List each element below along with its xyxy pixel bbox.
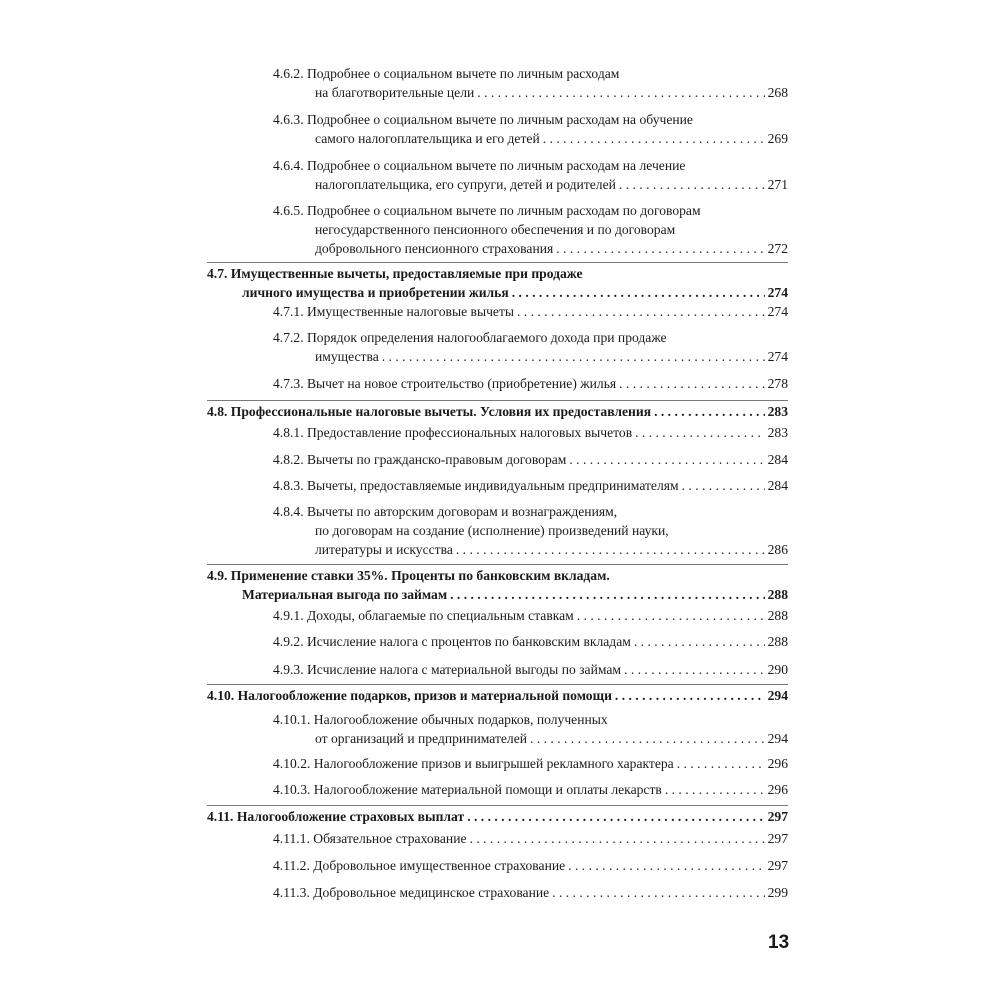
section-divider: [207, 805, 788, 806]
dot-leader: [635, 423, 765, 442]
toc-entry-title: 4.8.3. Вычеты, предоставляемые индивидуальным предпринимателям: [273, 478, 679, 493]
page-number: 13: [768, 932, 790, 953]
dot-leader: [512, 283, 765, 302]
toc-entry-title: 4.6.5. Подробнее о социальном вычете по личным расходам по договорам: [273, 203, 701, 218]
toc-entry-title: 4.9.2. Исчисление налога с процентов по банковским вкладам: [273, 634, 631, 649]
toc-page-number: 288: [767, 634, 788, 649]
toc-entry-4-10-2[interactable]: [273, 754, 788, 773]
toc-section-title: 4.9. Применение ставки 35%. Проценты по банковским вкладам.: [207, 568, 610, 583]
dot-leader: [467, 807, 764, 826]
toc-entry-title: добровольного пенсионного страхования: [315, 241, 554, 256]
toc-entry-4-10-3[interactable]: [273, 780, 788, 799]
dot-leader: [682, 476, 765, 495]
toc-entry-title: 4.6.2. Подробнее о социальном вычете по личным расходам: [273, 66, 620, 81]
toc-page-number: 286: [767, 542, 788, 557]
toc-entry-4-6-5[interactable]: [273, 201, 788, 258]
toc-section-title: 4.7. Имущественные вычеты, предоставляемые при продаже: [207, 266, 583, 281]
section-divider: [207, 684, 788, 685]
toc-section-title: 4.8. Профессиональные налоговые вычеты. Условия их предоставления: [207, 404, 652, 419]
toc-section-4-8[interactable]: [207, 402, 788, 421]
toc-page-number: 268: [767, 85, 788, 100]
toc-entry-4-8-4[interactable]: [273, 502, 788, 559]
toc-page-number: 296: [767, 782, 788, 797]
dot-leader: [552, 883, 764, 902]
toc-entry-4-6-4[interactable]: [273, 156, 788, 194]
toc-page-number: 288: [767, 587, 788, 602]
toc-entry-title: 4.11.2. Добровольное имущественное страхование: [273, 858, 566, 873]
dot-leader: [665, 780, 765, 799]
dot-leader: [619, 374, 764, 393]
dot-leader: [634, 632, 765, 651]
dot-leader: [677, 754, 765, 773]
toc-entry-4-9-3[interactable]: [273, 660, 788, 679]
toc-page-number: 288: [767, 608, 788, 623]
toc-entry-title: по договорам на создание (исполнение) произведений науки,: [315, 523, 669, 538]
dot-leader: [530, 729, 765, 748]
toc-entry-4-10-1[interactable]: [273, 710, 788, 748]
section-divider: [207, 564, 788, 565]
toc-page-number: 271: [767, 177, 788, 192]
toc-entry-4-8-2[interactable]: [273, 450, 788, 469]
toc-entry-4-8-1[interactable]: [273, 423, 788, 442]
toc-section-4-7[interactable]: [207, 264, 788, 302]
dot-leader: [517, 302, 765, 321]
toc-entry-title: 4.10.2. Налогообложение призов и выигрышей рекламного характера: [273, 756, 674, 771]
toc-page-number: 297: [767, 831, 788, 846]
toc-entry-title: 4.10.1. Налогообложение обычных подарков, полученных: [273, 712, 608, 727]
toc-entry-title: 4.11.3. Добровольное медицинское страхование: [273, 885, 550, 900]
toc-section-title: 4.11. Налогообложение страховых выплат: [207, 809, 465, 824]
toc-entry-title: 4.9.3. Исчисление налога с материальной выгоды по займам: [273, 662, 622, 677]
dot-leader: [556, 239, 764, 258]
toc-entry-title: 4.10.3. Налогообложение материальной помощи и оплаты лекарств: [273, 782, 662, 797]
toc-page-number: 297: [767, 858, 788, 873]
toc-entry-4-11-2[interactable]: [273, 856, 788, 875]
dot-leader: [569, 450, 764, 469]
toc-section-title: личного имущества и приобретении жилья: [242, 285, 509, 300]
toc-entry-title: на благотворительные цели: [315, 85, 475, 100]
toc-page-number: 297: [767, 809, 788, 824]
dot-leader: [624, 660, 765, 679]
toc-entry-4-9-2[interactable]: [273, 632, 788, 651]
toc-entry-4-7-2[interactable]: [273, 328, 788, 366]
toc-entry-title: 4.7.1. Имущественные налоговые вычеты: [273, 304, 515, 319]
toc-page-number: 278: [767, 376, 788, 391]
toc-entry-title: имущества: [315, 349, 379, 364]
dot-leader: [615, 686, 765, 705]
dot-leader: [470, 829, 765, 848]
toc-entry-4-6-3[interactable]: [273, 110, 788, 148]
toc-entry-title: 4.7.2. Порядок определения налогооблагаемого дохода при продаже: [273, 330, 667, 345]
toc-section-4-9[interactable]: [207, 566, 788, 604]
toc-entry-4-9-1[interactable]: [273, 606, 788, 625]
section-divider: [207, 262, 788, 263]
toc-entry-title: налогоплательщика, его супруги, детей и родителей: [315, 177, 616, 192]
toc-page-number: 294: [767, 731, 788, 746]
toc-page-number: 284: [767, 452, 788, 467]
dot-leader: [543, 129, 765, 148]
toc-page-number: 290: [767, 662, 788, 677]
toc-page-number: 294: [767, 688, 788, 703]
toc-page-number: 272: [767, 241, 788, 256]
section-divider: [207, 400, 788, 401]
toc-entry-title: от организаций и предпринимателей: [315, 731, 528, 746]
toc-page-number: 284: [767, 478, 788, 493]
dot-leader: [568, 856, 764, 875]
toc-entry-title: 4.7.3. Вычет на новое строительство (приобретение) жилья: [273, 376, 617, 391]
toc-entry-title: 4.8.1. Предоставление профессиональных налоговых вычетов: [273, 425, 633, 440]
toc-page-number: 274: [767, 285, 788, 300]
toc-section-title: 4.10. Налогообложение подарков, призов и материальной помощи: [207, 688, 612, 703]
toc-entry-4-7-3[interactable]: [273, 374, 788, 393]
toc-entry-4-11-1[interactable]: [273, 829, 788, 848]
dot-leader: [654, 402, 765, 421]
toc-page-number: 274: [767, 349, 788, 364]
dot-leader: [477, 83, 764, 102]
toc-section-title: Материальная выгода по займам: [242, 587, 448, 602]
toc-section-4-11[interactable]: [207, 807, 788, 826]
toc-entry-title: 4.6.4. Подробнее о социальном вычете по личным расходам на лечение: [273, 158, 686, 173]
dot-leader: [577, 606, 765, 625]
dot-leader: [382, 347, 765, 366]
toc-page-number: 269: [767, 131, 788, 146]
toc-page-number: 283: [767, 425, 788, 440]
toc-entry-title: 4.9.1. Доходы, облагаемые по специальным ставкам: [273, 608, 574, 623]
dot-leader: [619, 175, 765, 194]
toc-section-4-10[interactable]: [207, 686, 788, 705]
dot-leader: [456, 540, 765, 559]
toc-entry-title: 4.8.2. Вычеты по гражданско-правовым договорам: [273, 452, 567, 467]
toc-page-number: 274: [767, 304, 788, 319]
toc-entry-title: негосударственного пенсионного обеспечения и по договорам: [315, 222, 676, 237]
toc-page-number: 299: [767, 885, 788, 900]
toc-page-number: 283: [767, 404, 788, 419]
toc-page-number: 296: [767, 756, 788, 771]
toc-entry-title: самого налогоплательщика и его детей: [315, 131, 540, 146]
toc-entry-title: 4.8.4. Вычеты по авторским договорам и вознаграждениям,: [273, 504, 618, 519]
toc-entry-title: 4.6.3. Подробнее о социальном вычете по личным расходам на обучение: [273, 112, 693, 127]
toc-entry-4-11-3[interactable]: [273, 883, 788, 902]
dot-leader: [450, 585, 765, 604]
toc-entry-4-6-2[interactable]: [273, 64, 788, 102]
toc-entry-4-8-3[interactable]: [273, 476, 788, 495]
toc-entry-4-7-1[interactable]: [273, 302, 788, 321]
toc-entry-title: литературы и искусства: [315, 542, 453, 557]
toc-entry-title: 4.11.1. Обязательное страхование: [273, 831, 467, 846]
